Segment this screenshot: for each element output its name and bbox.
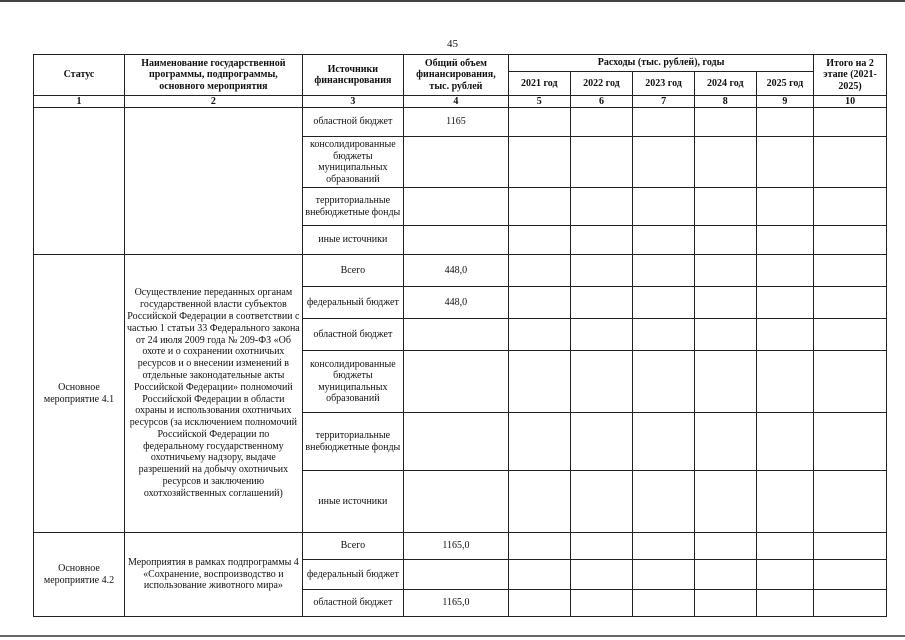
page-number: 45 — [447, 38, 458, 50]
total-cell — [403, 471, 508, 533]
scan-top-edge — [0, 0, 905, 2]
source-cell: иные источники — [302, 226, 403, 255]
header-sources: Источники финансирования — [302, 55, 403, 96]
header-year: 2025 год — [756, 72, 814, 96]
name-cell: Осуществление переданных органам государственной власти субъектов Российской Федерации в соответствии с частью 1 статьи 33 Федерального закона от 24 июля 2009 года № 209-ФЗ «Об охоте и о сохранении охотничьих ресурсов и о внесении изменений в отдельные законодательные акты Российской Федерации» полномочий Российской Федерации в области охраны и использования охотничьих ресурсов (за исключением полномочий Российской Федерации по федеральному государственному охотничьему надзору, выдаче разрешений на добычу охотничьих ресурсов и заключению охотхозяйственных соглашений) — [124, 255, 302, 533]
column-number: 4 — [403, 96, 508, 108]
header-status: Статус — [34, 55, 125, 96]
source-cell: иные источники — [302, 471, 403, 533]
column-number: 5 — [508, 96, 570, 108]
header-year: 2022 год — [570, 72, 633, 96]
total-cell: 448,0 — [403, 287, 508, 319]
source-cell: территориальные внебюджетные фонды — [302, 413, 403, 471]
status-cell: Основное мероприятие 4.2 — [34, 533, 125, 617]
header-expenses: Расходы (тыс. рублей), годы — [508, 55, 813, 72]
column-number: 6 — [570, 96, 633, 108]
source-cell: областной бюджет — [302, 108, 403, 137]
total-cell: 1165 — [403, 108, 508, 137]
source-cell: территориальные внебюджетные фонды — [302, 188, 403, 226]
header-itogo: Итого на 2 этапе (2021-2025) — [814, 55, 887, 96]
column-number: 10 — [814, 96, 887, 108]
header-total: Общий объем финансирования, тыс. рублей — [403, 55, 508, 96]
total-cell — [403, 188, 508, 226]
status-cell: Основное мероприятие 4.1 — [34, 255, 125, 533]
total-cell — [403, 137, 508, 188]
header-year: 2023 год — [633, 72, 695, 96]
total-cell — [403, 560, 508, 590]
table-row — [34, 108, 887, 137]
scan-bottom-edge — [0, 635, 905, 637]
status-cell — [34, 108, 125, 255]
column-number: 1 — [34, 96, 125, 108]
header-name: Наименование государственной программы, подпрограммы, основного мероприятия — [124, 55, 302, 96]
source-cell: Всего — [302, 255, 403, 287]
column-number: 3 — [302, 96, 403, 108]
column-number: 7 — [633, 96, 695, 108]
column-number: 8 — [694, 96, 756, 108]
budget-table — [33, 54, 887, 617]
source-cell: федеральный бюджет — [302, 560, 403, 590]
total-cell: 448,0 — [403, 255, 508, 287]
source-cell: областной бюджет — [302, 319, 403, 351]
total-cell: 1165,0 — [403, 533, 508, 560]
source-cell: консолидированные бюджеты муниципальных образований — [302, 351, 403, 413]
source-cell: консолидированные бюджеты муниципальных образований — [302, 137, 403, 188]
column-number: 2 — [124, 96, 302, 108]
name-cell — [124, 108, 302, 255]
source-cell: областной бюджет — [302, 590, 403, 617]
column-number: 9 — [756, 96, 814, 108]
total-cell — [403, 226, 508, 255]
total-cell — [403, 351, 508, 413]
source-cell: федеральный бюджет — [302, 287, 403, 319]
name-cell: Мероприятия в рамках подпрограммы 4 «Сохранение, воспроизводство и использование животного мира» — [124, 533, 302, 617]
total-cell: 1165,0 — [403, 590, 508, 617]
source-cell: Всего — [302, 533, 403, 560]
total-cell — [403, 413, 508, 471]
table-row — [34, 255, 887, 287]
header-year: 2024 год — [694, 72, 756, 96]
header-year: 2021 год — [508, 72, 570, 96]
table-row — [34, 533, 887, 560]
total-cell — [403, 319, 508, 351]
